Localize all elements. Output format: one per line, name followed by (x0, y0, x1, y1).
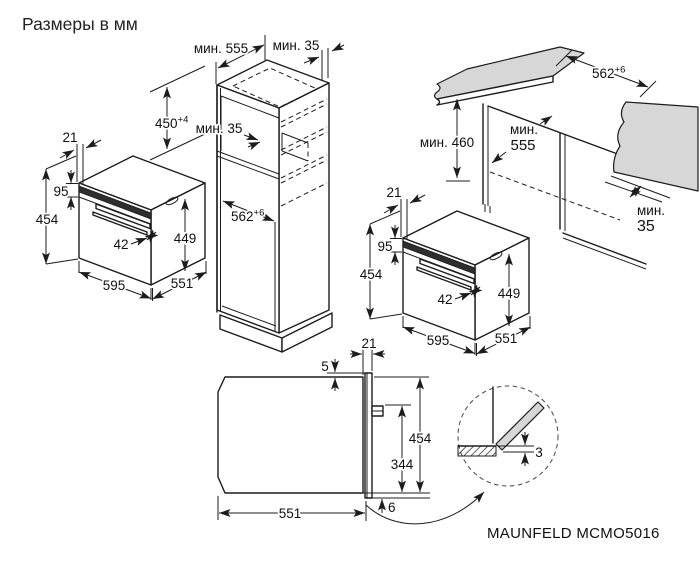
dim-base-min-height (420, 99, 474, 181)
oven-right-isometric (360, 185, 531, 356)
dim-label-base-min-height: мин. 460 (419, 135, 475, 150)
dim-base-rear-gap (630, 186, 665, 235)
dim-label-door-top-gap: 5 (321, 359, 329, 374)
dim-label-oven-front-gap: 21 (386, 185, 402, 200)
dim-label-base-rear-gap-value: 35 (637, 218, 655, 235)
dim-label-door-floor-gap: 3 (535, 445, 543, 460)
base-cabinet-left-panel (483, 104, 490, 213)
dim-label-tall-niche-width: $562^{+6}$ (231, 207, 265, 224)
dim-oven-height (36, 156, 78, 264)
dim-label-side-depth: 551 (278, 506, 302, 521)
dim-label-oven-height: 454 (35, 212, 59, 227)
cabinet-floor-section (458, 446, 496, 456)
broken-side-panel (614, 102, 698, 191)
dim-label-oven-side-height: 449 (497, 286, 521, 301)
dim-label-tall-min-depth: мин. 555 (193, 41, 249, 56)
dim-side-depth (218, 496, 366, 521)
dim-label-door-bottom-gap: 6 (388, 500, 396, 515)
dim-door-bottom-gap (372, 498, 430, 515)
side-view-body (218, 377, 363, 493)
dim-label-oven-side-height: 449 (173, 231, 197, 246)
dim-label-door-thickness: 21 (361, 336, 377, 351)
dim-door-thickness (350, 336, 385, 375)
dim-label-oven-depth: 551 (170, 276, 194, 291)
dim-label-oven-height: 454 (359, 267, 383, 282)
dim-label-oven-frame-height: 95 (53, 184, 69, 199)
dim-side-lower-height (385, 405, 414, 492)
dim-label-base-rear-gap-word: мин. (637, 203, 666, 218)
dim-label-base-niche-width: $562^{+6}$ (592, 64, 626, 81)
dim-label-handle-offset: 42 (113, 237, 129, 252)
door-clearance-detail (458, 386, 558, 486)
model-caption: MAUNFELD MCMO5016 (487, 525, 660, 542)
tall-cabinet-right-face (279, 83, 329, 333)
dim-label-tall-rear-gap: мин. 35 (272, 38, 320, 53)
dim-label-handle-offset: 42 (437, 292, 453, 307)
side-view-door (365, 373, 372, 498)
dim-label-oven-depth: 551 (494, 331, 518, 346)
dim-side-height (363, 377, 432, 493)
page-title: Размеры в мм (22, 14, 138, 34)
dim-label-side-height: 454 (408, 431, 432, 446)
dim-label-base-min-depth-value: 555 (510, 137, 536, 154)
dim-label-oven-frame-height: 95 (377, 239, 393, 254)
dim-base-min-depth (492, 116, 552, 163)
dim-label-side-lower-height: 344 (390, 457, 414, 472)
oven-left-isometric (36, 130, 207, 301)
dim-label-oven-width: 595 (426, 333, 450, 348)
dim-label-shelf-recess: мин. 35 (195, 121, 243, 136)
side-view-handle (372, 406, 383, 416)
oven-side-view (218, 336, 484, 524)
dim-label-oven-front-gap: 21 (62, 130, 78, 145)
dim-oven-frame-height (53, 170, 78, 210)
dim-label-base-min-depth-word: мин. (509, 122, 539, 137)
dim-oven-height (360, 211, 402, 319)
dim-label-oven-width: 595 (102, 278, 126, 293)
dim-niche-height (150, 66, 205, 160)
dim-oven-frame-height (377, 225, 402, 265)
detail-leader-arrow (366, 492, 484, 524)
dim-label-niche-height: $450^{+4}$ (155, 114, 189, 131)
